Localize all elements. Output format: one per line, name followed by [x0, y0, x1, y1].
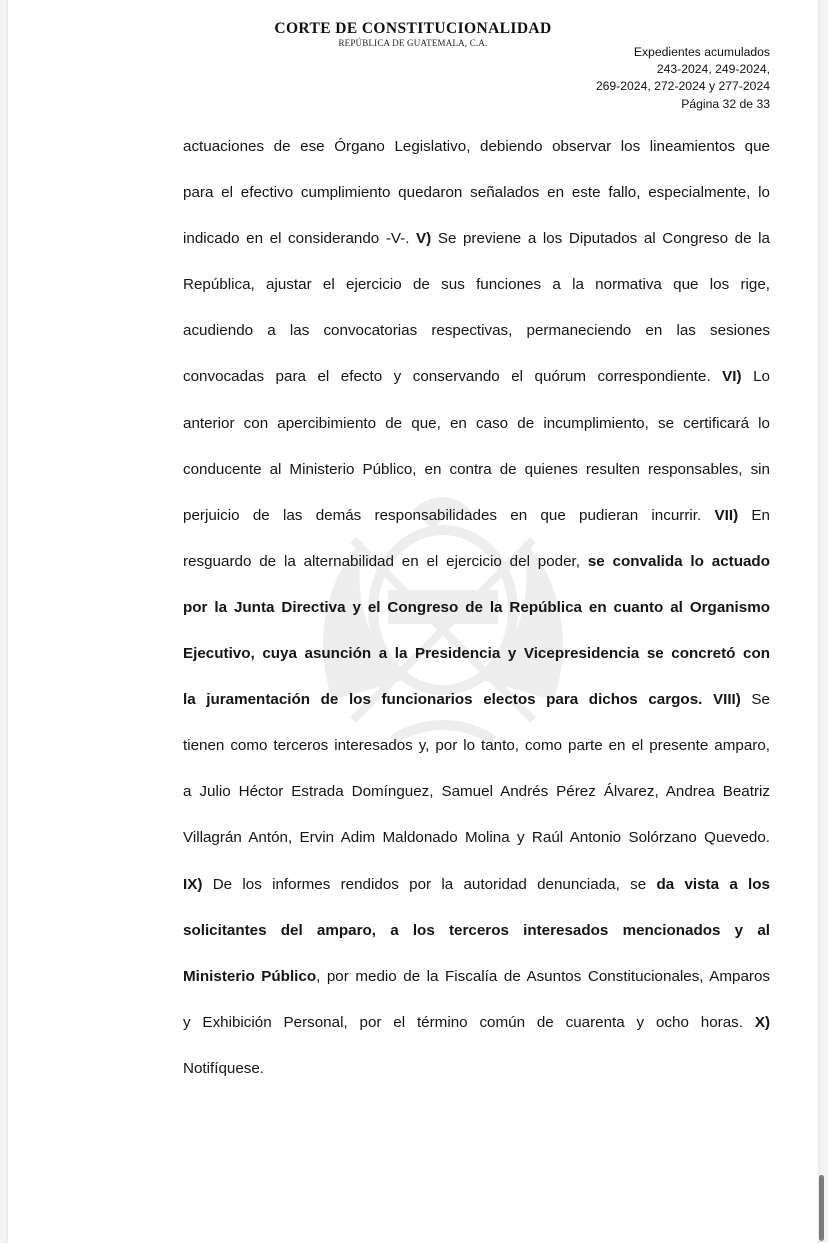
text-segment: Villagrán Antón, Ervin Adim Maldonado Molina y Raúl Antonio Solórzano Quevedo.: [183, 829, 770, 847]
text-line: [183, 908, 770, 954]
text-segment: República, ajustar el ejercicio de sus funciones a la normativa que los rige,: [183, 276, 770, 294]
bold-text-segment: la juramentación de los funcionarios electos para dichos cargos.: [183, 691, 703, 709]
bold-text-segment: VI): [722, 368, 742, 386]
bold-text-segment: VIII): [712, 691, 741, 709]
text-line: [183, 216, 770, 262]
text-segment: perjuicio de las demás responsabilidades en que pudieran incurrir.: [183, 506, 715, 524]
text-segment: actuaciones de ese Órgano Legislativo, debiendo observar los lineamientos que: [183, 138, 770, 155]
bold-text-segment: solicitantes del amparo, a los terceros interesados mencionados y al: [183, 921, 770, 939]
text-line: [183, 262, 770, 308]
text-segment: En: [738, 506, 770, 524]
court-subtitle: REPÚBLICA DE GUATEMALA, C.A.: [338, 38, 488, 48]
case-ref-line-1: Expedientes acumulados: [633, 45, 770, 59]
text-line: [183, 1046, 770, 1092]
text-segment: De los informes rendidos por la autoridad denunciada, se: [202, 875, 657, 893]
text-segment: Se: [740, 691, 770, 709]
document-page: [8, 0, 818, 1243]
text-segment: a Julio Héctor Estrada Domínguez, Samuel Andrés Pérez Álvarez, Andrea Beatriz: [183, 783, 770, 801]
text-line: [183, 401, 770, 447]
text-segment: , por medio de la Fiscalía de Asuntos Constitucionales, Amparos: [316, 967, 770, 985]
text-line: [183, 308, 770, 354]
bold-text-segment: Ministerio Público: [183, 967, 317, 985]
text-line: [183, 769, 770, 815]
text-line: [183, 539, 770, 585]
text-line: [183, 493, 770, 539]
text-line: [183, 124, 770, 170]
text-line: [183, 677, 770, 723]
text-line: [183, 815, 770, 861]
text-segment: indicado en el considerando -V-.: [183, 230, 417, 248]
bold-text-segment: V): [416, 230, 432, 248]
text-line: [183, 631, 770, 677]
text-segment: para el efectivo cumplimiento quedaron señalados en este fallo, especialmente, lo: [183, 184, 770, 202]
case-reference: [596, 44, 770, 113]
scrollbar-thumb[interactable]: [819, 1175, 824, 1241]
bold-text-segment: X): [754, 1013, 770, 1031]
text-segment: anterior con apercibimiento de que, en caso de incumplimiento, se certificará lo: [183, 414, 770, 432]
bold-text-segment: Ejecutivo, cuya asunción a la Presidencia y Vicepresidencia se concretó con: [183, 645, 770, 663]
text-line: [183, 170, 770, 216]
text-line: [183, 954, 770, 1000]
bold-text-segment: se convalida lo actuado: [587, 552, 770, 570]
text-segment: y Exhibición Personal, por el término común de cuarenta y ocho horas.: [183, 1013, 755, 1031]
text-segment: Notifíquese.: [183, 1059, 265, 1077]
page-number: Página 32 de 33: [681, 96, 770, 111]
text-segment: Lo: [741, 368, 770, 386]
text-segment: convocadas para el efecto y conservando el quórum correspondiente.: [183, 368, 723, 386]
text-line: [183, 862, 770, 908]
court-title: CORTE DE CONSTITUCIONALIDAD: [274, 20, 552, 37]
bold-text-segment: por la Junta Directiva y el Congreso de la República en cuanto al Organismo: [183, 598, 770, 616]
bold-text-segment: da vista a los: [656, 875, 771, 893]
text-segment: [702, 691, 713, 708]
text-line: [183, 354, 770, 400]
text-line: [183, 585, 770, 631]
text-segment: conducente al Ministerio Público, en contra de quienes resulten responsables, sin: [183, 460, 770, 478]
text-segment: resguardo de la alternabilidad en el ejercicio del poder,: [183, 552, 588, 570]
case-ref-line-2: 243-2024, 249-2024,: [656, 62, 770, 77]
text-line: [183, 447, 770, 493]
case-ref-line-3: 269-2024, 272-2024 y 277-2024: [595, 79, 770, 94]
resolution-text: [183, 124, 770, 1092]
text-segment: acudiendo a las convocatorias respectivas, permaneciendo en las sesiones: [183, 322, 770, 340]
bold-text-segment: IX): [183, 875, 203, 893]
text-line: [183, 1000, 770, 1046]
text-line: [183, 723, 770, 769]
bold-text-segment: VII): [714, 506, 739, 524]
text-segment: tienen como terceros interesados y, por lo tanto, como parte en el presente amparo,: [183, 737, 770, 755]
text-segment: Se previene a los Diputados al Congreso de la: [431, 230, 770, 248]
